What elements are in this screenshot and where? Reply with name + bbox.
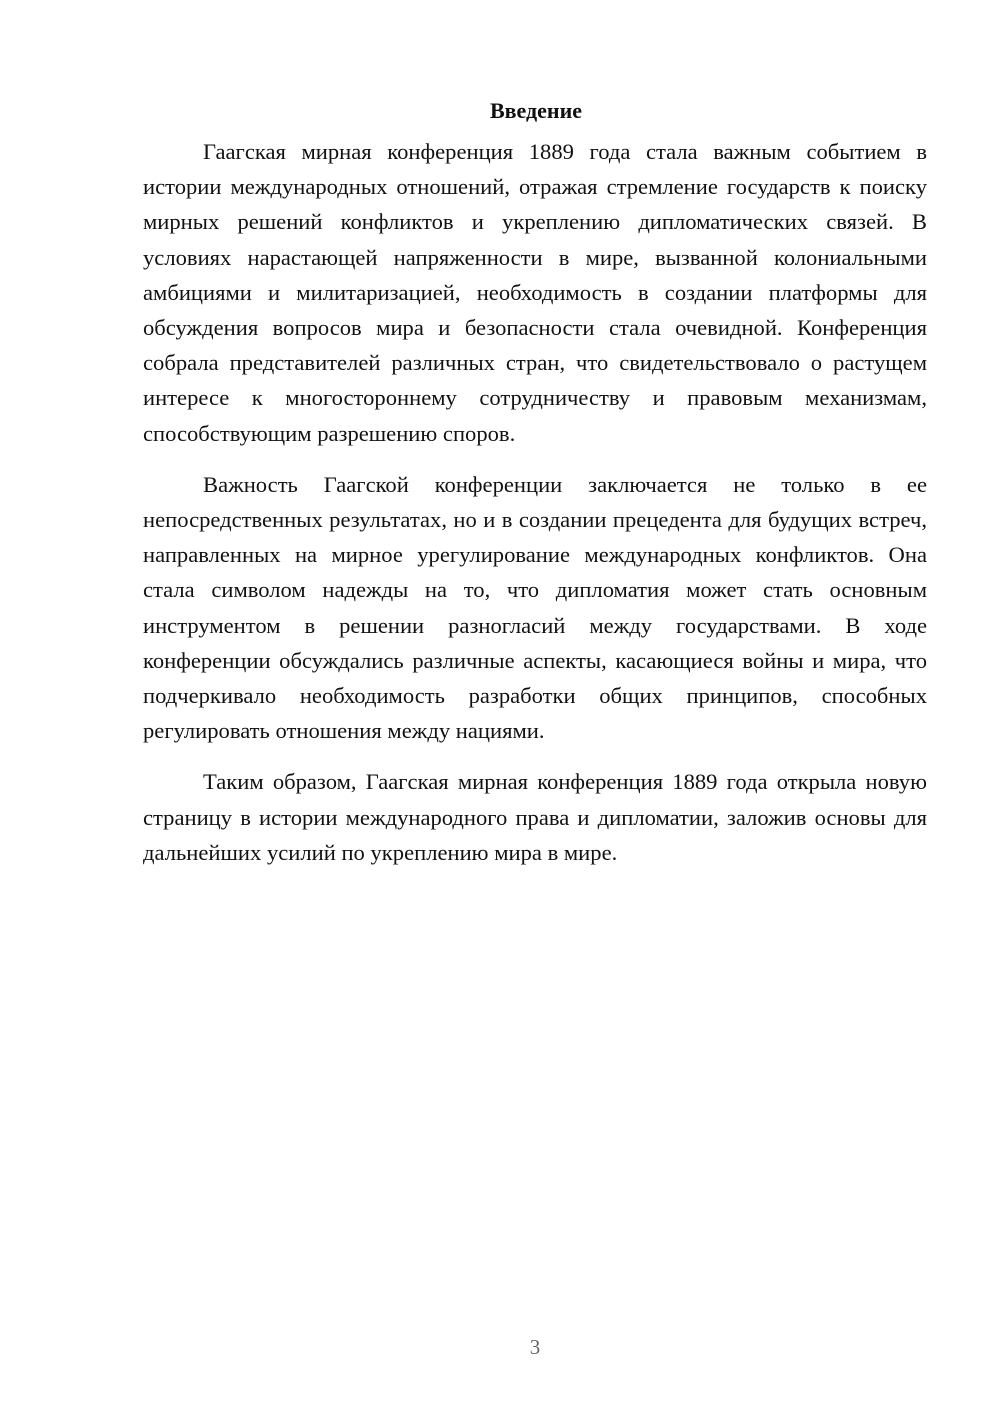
- paragraph-1: Гаагская мирная конференция 1889 года стала важным событием в истории международных отношений, отражая стремление государств к поиску мирных решений конфликтов и укреплению дипломатических связей. В условиях нарастающей напряженности в мире, вызванной колониальными амбициями и милитаризацией, необходимость в создании платформы для обсуждения вопросов мира и безопасности стала очевидной. Конференция собрала представителей различных стран, что свидетельствовало о растущем интересе к многостороннему сотрудничеству и правовым механизмам, способствующим разрешению споров.: [143, 139, 927, 446]
- page-content: [143, 95, 927, 886]
- paragraph-3: Таким образом, Гаагская мирная конференция 1889 года открыла новую страницу в истории международного права и дипломатии, заложив основы для дальнейших усилий по укреплению мира в мире.: [143, 769, 927, 865]
- page-number: 3: [529, 1335, 541, 1359]
- paragraph-2: Важность Гаагской конференции заключается не только в ее непосредственных результатах, но и в создании прецедента для будущих встреч, направленных на мирное урегулирование международных конфликтов. Она стала символом надежды на то, что дипломатия может стать основным инструментом в решении разногласий между государствами. В ходе конференции обсуждались различные аспекты, касающиеся войны и мира, что подчеркивало необходимость разработки общих принципов, способных регулировать отношения между нациями.: [143, 471, 927, 744]
- section-heading: Введение: [489, 98, 583, 123]
